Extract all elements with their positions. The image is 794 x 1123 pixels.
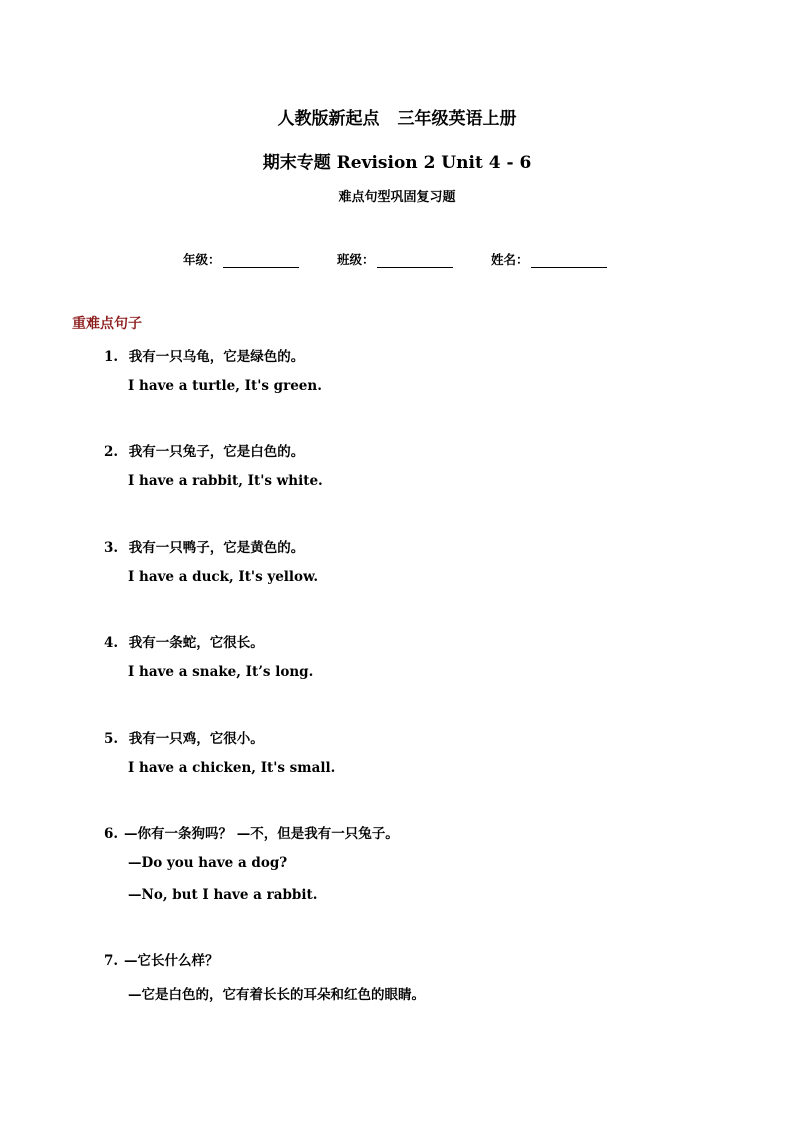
grade-label: 年级：: [183, 252, 221, 267]
question-number: 3.: [104, 540, 119, 556]
question-1: [104, 345, 304, 365]
question-2: [104, 440, 304, 460]
grade-field: [183, 250, 299, 268]
answer-6-line-2: —No, but I have a rabbit.: [128, 887, 318, 903]
question-number: 7.: [104, 953, 119, 969]
document-title: [0, 104, 794, 129]
title-publisher: 人教版新起点: [277, 109, 380, 129]
answer-6-line-1: —Do you have a dog?: [128, 855, 288, 871]
question-chinese: 我有一只鸡，它很小。: [128, 731, 264, 747]
question-number: 1.: [104, 349, 119, 365]
section-title: 重难点句子: [72, 316, 142, 332]
name-label: 姓名：: [491, 252, 529, 267]
answer-3-line-1: I have a duck, It's yellow.: [128, 569, 319, 585]
document-heading: 难点句型巩固复习题: [338, 190, 456, 205]
question-7: [104, 949, 219, 969]
question-6: [104, 822, 399, 842]
question-chinese: 我有一只鸭子，它是黄色的。: [128, 540, 305, 556]
answer-1-line-1: I have a turtle, It's green.: [128, 378, 322, 394]
class-label: 班级：: [337, 252, 375, 267]
question-chinese: —它长什么样？: [124, 953, 219, 969]
answer-4-line-1: I have a snake, It’s long.: [128, 664, 314, 680]
title-grade-subject: 三年级英语上册: [397, 109, 517, 129]
question-number: 5.: [104, 731, 119, 747]
class-blank[interactable]: [377, 253, 453, 268]
question-chinese: 我有一条蛇，它很长。: [128, 635, 264, 651]
question-number: 4.: [104, 635, 119, 651]
answer-5-line-1: I have a chicken, It's small.: [128, 760, 336, 776]
answer-7-line-1: —它是白色的，它有着长长的耳朵和红色的眼睛。: [128, 987, 425, 1003]
question-chinese: 我有一只乌龟，它是绿色的。: [128, 349, 305, 365]
question-4: [104, 631, 264, 651]
question-number: 6.: [104, 826, 119, 842]
class-field: [337, 250, 453, 268]
name-blank[interactable]: [531, 253, 607, 268]
name-field: [491, 250, 607, 268]
document-subtitle: 期末专题 Revision 2 Unit 4 - 6: [262, 153, 532, 173]
question-number: 2.: [104, 444, 119, 460]
answer-2-line-1: I have a rabbit, It's white.: [128, 473, 323, 489]
grade-blank[interactable]: [223, 253, 299, 268]
question-chinese: 我有一只兔子，它是白色的。: [128, 444, 305, 460]
question-5: [104, 727, 264, 747]
question-chinese: —你有一条狗吗？ —不，但是我有一只兔子。: [124, 826, 399, 842]
question-3: [104, 536, 304, 556]
